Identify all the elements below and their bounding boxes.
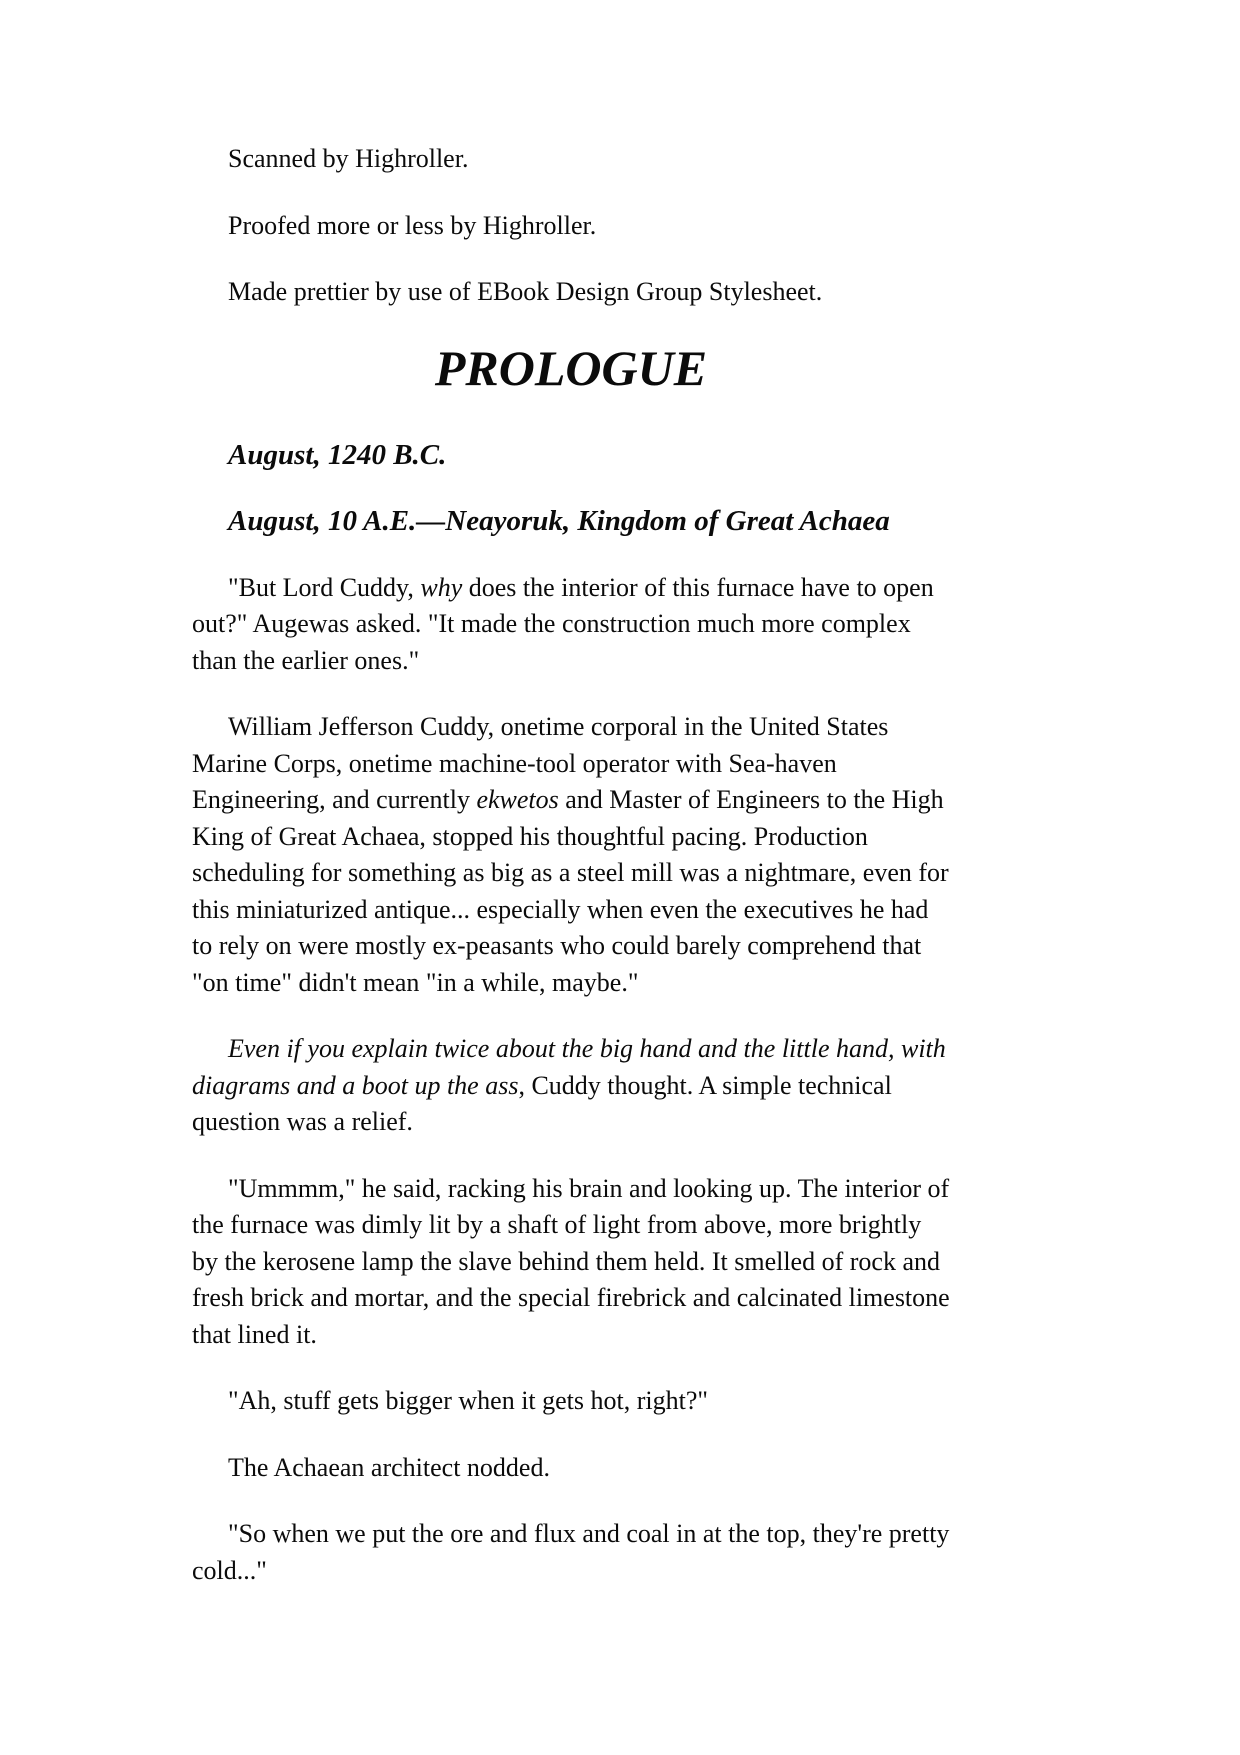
paragraph-1 bbox=[192, 570, 950, 680]
credit-line-scanned: Scanned by Highroller. bbox=[228, 144, 469, 173]
text-run: ekwetos bbox=[476, 785, 559, 814]
paragraph-7 bbox=[192, 1516, 950, 1589]
text-run: why bbox=[420, 572, 463, 602]
paragraph-6 bbox=[192, 1450, 950, 1487]
text-run: and Master of Engineers to the High King of Great Achaea, stopped his thoughtful pacing. Production scheduling for something as big as a steel mill was a nightmare, even for this miniaturized antique... especially when even the executives he had to rely on were mostly ex-peasants who could barely comprehend that "on time" didn't mean "in a while, maybe." bbox=[192, 785, 949, 997]
dateline-bc: August, 1240 B.C. bbox=[228, 438, 447, 471]
text-run: "Ummmm," he said, racking his brain and looking up. The interior of the furnace was dimly lit by a shaft of light from above, more brightly by the kerosene lamp the slave behind them held. It smelled of rock and fresh brick and mortar, and the special firebrick and calcinated limestone that lined it. bbox=[192, 1173, 950, 1349]
prologue-heading: PROLOGUE bbox=[434, 339, 708, 396]
credit-line-proofed: Proofed more or less by Highroller. bbox=[228, 210, 597, 240]
paragraph-2 bbox=[192, 709, 950, 1001]
text-run: does the interior of this furnace have to open out?" Augewas asked. "It made the construction much more complex than the earlier ones." bbox=[192, 572, 934, 675]
credit-line-stylesheet: Made prettier by use of EBook Design Group Stylesheet. bbox=[228, 277, 823, 306]
text-column bbox=[192, 141, 950, 1589]
text-run: "But Lord Cuddy, bbox=[228, 572, 421, 602]
paragraph-4 bbox=[192, 1171, 950, 1354]
text-run: William Jefferson Cuddy, onetime corporal in the United States Marine Corps, onetime machine-tool operator with Sea-haven Engineering, and currently bbox=[192, 712, 889, 814]
paragraph-3 bbox=[192, 1031, 950, 1141]
text-run: Even if you explain twice about the big hand and the little hand, with diagrams and a boot up the ass bbox=[192, 1034, 946, 1100]
paragraph-5 bbox=[192, 1383, 950, 1420]
text-run: "Ah, stuff gets bigger when it gets hot, right?" bbox=[228, 1386, 709, 1415]
text-run: The Achaean architect nodded. bbox=[228, 1452, 550, 1482]
text-run: , Cuddy thought. A simple technical question was a relief. bbox=[192, 1070, 892, 1136]
dateline-ae: August, 10 A.E.—Neayoruk, Kingdom of Great Achaea bbox=[228, 505, 890, 537]
text-run: "So when we put the ore and flux and coal in at the top, they're pretty cold..." bbox=[192, 1519, 950, 1585]
